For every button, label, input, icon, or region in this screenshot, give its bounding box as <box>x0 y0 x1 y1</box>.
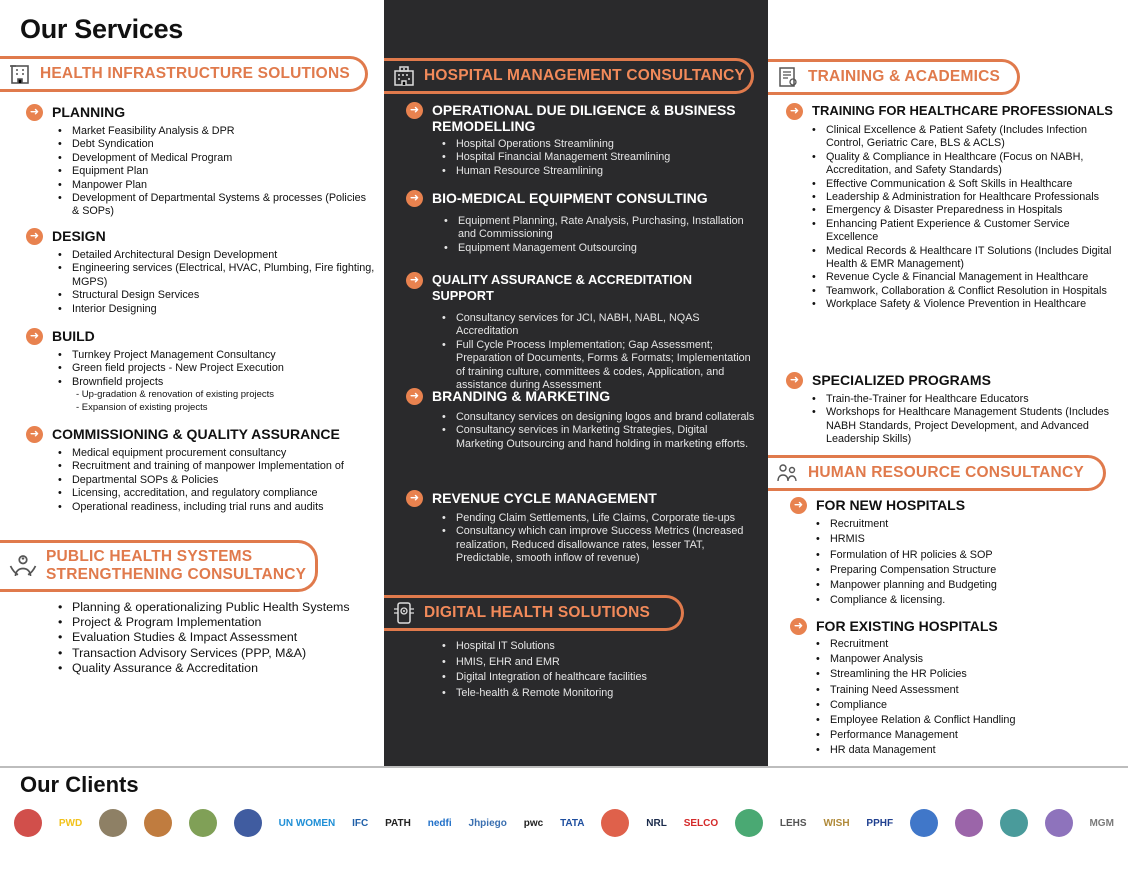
list-item: • Compliance <box>814 698 1120 713</box>
section-existing-hospitals <box>790 618 1120 759</box>
banner-health-infrastructure <box>0 56 368 92</box>
building-icon <box>8 62 32 86</box>
section-digital <box>440 639 760 701</box>
arrow-right-icon: ➜ <box>26 328 43 345</box>
clients-title: Our Clients <box>20 772 139 797</box>
section-title: BRANDING & MARKETING <box>432 388 611 404</box>
client-logo: LEHS <box>779 817 807 829</box>
list-item: • Operational readiness, including trial runs and audits <box>56 501 380 514</box>
middle-column <box>384 0 768 766</box>
arrow-right-icon: ➜ <box>790 497 807 514</box>
list-item: • Formulation of HR policies & SOP <box>814 548 1120 563</box>
list-item: • Clinical Excellence & Patient Safety (Includes Infection Control, Geriatric Care, BLS & ACLS) <box>810 124 1122 151</box>
banner-title: HEALTH INFRASTRUCTURE SOLUTIONS <box>40 65 350 82</box>
list-item: • Licensing, accreditation, and regulatory compliance <box>56 487 380 500</box>
section-build <box>26 328 376 414</box>
section-biomedical <box>406 190 756 255</box>
list-item: • Pending Claim Settlements, Life Claims, Corporate tie-ups <box>440 512 756 525</box>
right-column <box>768 0 1128 766</box>
list-item: • Quality & Compliance in Healthcare (Focus on NABH, Accreditation, and Safety Standards) <box>810 151 1122 178</box>
section-title: FOR NEW HOSPITALS <box>816 497 966 513</box>
divider <box>0 766 1128 768</box>
client-logo: TATA <box>560 817 585 829</box>
sub-list-item: - Expansion of existing projects <box>76 401 208 413</box>
section-title: REVENUE CYCLE MANAGEMENT <box>432 490 657 506</box>
list-item: • Workshops for Healthcare Management Students (Includes NABH Standards, Project Development, and Advanced Leadership Skills) <box>810 406 1122 446</box>
client-logo: WISH <box>823 817 850 829</box>
arrow-right-icon: ➜ <box>406 388 423 405</box>
section-due-diligence <box>406 102 756 178</box>
banner-title-line2: STRENGTHENING CONSULTANCY <box>46 566 307 583</box>
public-health-icon <box>8 551 38 581</box>
list-item: • Transaction Advisory Services (PPP, M&A) <box>56 646 376 661</box>
list-item: • Recruitment and training of manpower Implementation of <box>56 460 380 473</box>
section-title: BIO-MEDICAL EQUIPMENT CONSULTING <box>432 190 708 206</box>
banner-title-line1: PUBLIC HEALTH SYSTEMS <box>46 548 253 565</box>
arrow-right-icon: ➜ <box>786 103 803 120</box>
client-logo: IFC <box>352 817 369 829</box>
section-title: FOR EXISTING HOSPITALS <box>816 618 998 634</box>
certificate-icon <box>776 65 800 89</box>
section-title: QUALITY ASSURANCE & ACCREDITATION SUPPORT <box>432 272 692 303</box>
arrow-right-icon: ➜ <box>26 228 43 245</box>
section-commissioning <box>26 426 380 514</box>
list-item: • Workplace Safety & Violence Prevention in Healthcare <box>810 298 1122 311</box>
client-logo: pwc <box>523 817 544 829</box>
arrow-right-icon: ➜ <box>406 272 423 289</box>
list-item: • Engineering services (Electrical, HVAC, Plumbing, Fire fighting, MGPS) <box>56 262 376 289</box>
client-logo <box>144 809 172 837</box>
banner-title: TRAINING & ACADEMICS <box>808 68 1001 85</box>
client-logo: PWD <box>58 817 83 829</box>
client-logo <box>601 809 629 837</box>
section-new-hospitals <box>790 497 1120 609</box>
list-item: • Train-the-Trainer for Healthcare Educators <box>810 393 1122 406</box>
list-item: • Compliance & licensing. <box>814 593 1120 608</box>
client-logo <box>189 809 217 837</box>
hospital-icon <box>392 64 416 88</box>
section-title: BUILD <box>52 328 95 344</box>
section-specialized <box>786 372 1122 447</box>
list-item: • Evaluation Studies & Impact Assessment <box>56 630 376 645</box>
list-item: • Hospital IT Solutions <box>440 639 760 655</box>
list-item: • Human Resource Streamlining <box>440 165 756 178</box>
client-logo <box>910 809 938 837</box>
list-item: • Consultancy services for JCI, NABH, NABL, NQAS Accreditation <box>440 312 756 339</box>
section-branding <box>406 388 756 451</box>
list-item: • Consultancy which can improve Success Metrics (Increased realization, Reduced disallowance rates, lesser TAT, Predictable, smooth inflow of revenue) <box>440 525 756 565</box>
banner-training <box>768 59 1020 95</box>
sub-list-item: - Up-gradation & renovation of existing projects <box>76 389 275 401</box>
list-item: • Turnkey Project Management Consultancy <box>56 349 376 362</box>
arrow-right-icon: ➜ <box>26 426 43 443</box>
list-item: • Enhancing Patient Experience & Customer Service Excellence <box>810 218 1122 245</box>
banner-title: DIGITAL HEALTH SOLUTIONS <box>424 604 651 621</box>
client-logo: PPHF <box>866 817 894 829</box>
list-item: • Development of Medical Program <box>56 152 376 165</box>
section-planning <box>26 104 376 219</box>
list-item: • Streamlining the HR Policies <box>814 667 1120 682</box>
list-item: • Structural Design Services <box>56 289 376 302</box>
list-item: • Leadership & Administration for Healthcare Professionals <box>810 191 1122 204</box>
client-logo: SELCO <box>683 817 719 829</box>
client-logo: MGM <box>1089 817 1114 829</box>
arrow-right-icon: ➜ <box>786 372 803 389</box>
arrow-right-icon: ➜ <box>790 618 807 635</box>
arrow-right-icon: ➜ <box>26 104 43 121</box>
list-item: • Equipment Plan <box>56 165 376 178</box>
banner-digital-health <box>384 595 684 631</box>
client-logo: nedfi <box>427 817 452 829</box>
list-item: • Interior Designing <box>56 303 376 316</box>
section-title: TRAINING FOR HEALTHCARE PROFESSIONALS <box>812 103 1113 118</box>
list-item: • Performance Management <box>814 728 1120 743</box>
client-logo <box>234 809 262 837</box>
banner-hospital-management <box>384 58 754 94</box>
arrow-right-icon: ➜ <box>406 190 423 207</box>
client-logo: PATH <box>385 817 411 829</box>
list-item: • Employee Relation & Conflict Handling <box>814 713 1120 728</box>
banner-public-health <box>0 540 318 592</box>
page-title: Our Services <box>20 14 184 44</box>
list-item: • Quality Assurance & Accreditation <box>56 661 376 676</box>
section-title: COMMISSIONING & QUALITY ASSURANCE <box>52 426 340 442</box>
list-item: • Tele-health & Remote Monitoring <box>440 686 760 702</box>
client-logo: NRL <box>646 817 667 829</box>
list-item: • Emergency & Disaster Preparedness in Hospitals <box>810 204 1122 217</box>
list-item: • Medical Records & Healthcare IT Solutions (Includes Digital Health & EMR Management) <box>810 245 1122 272</box>
list-item: • Hospital Operations Streamlining <box>440 138 756 151</box>
section-design <box>26 228 376 316</box>
section-training <box>786 103 1122 312</box>
list-item: • Manpower planning and Budgeting <box>814 578 1120 593</box>
list-item: • Effective Communication & Soft Skills in Healthcare <box>810 178 1122 191</box>
list-item: • Green field projects - New Project Execution <box>56 362 376 375</box>
list-item: • Manpower Plan <box>56 179 376 192</box>
section-quality <box>406 272 756 392</box>
client-logo <box>1000 809 1028 837</box>
banner-human-resource <box>768 455 1106 491</box>
list-item: • Preparing Compensation Structure <box>814 563 1120 578</box>
list-item: • Departmental SOPs & Policies <box>56 474 380 487</box>
section-title: SPECIALIZED PROGRAMS <box>812 372 991 388</box>
list-item: • Debt Syndication <box>56 138 376 151</box>
list-item: • Medical equipment procurement consultancy <box>56 447 380 460</box>
list-item: • Recruitment <box>814 517 1120 532</box>
list-item: • Planning & operationalizing Public Health Systems <box>56 600 376 615</box>
banner-title: HUMAN RESOURCE CONSULTANCY <box>808 464 1084 481</box>
client-logo <box>99 809 127 837</box>
list-item: • Brownfield projects <box>56 376 376 389</box>
client-logo: Jhpiego <box>468 817 507 829</box>
section-revenue <box>406 490 756 566</box>
list-item: • HR data Management <box>814 743 1120 758</box>
list-item: • Project & Program Implementation <box>56 615 376 630</box>
list-item: • Revenue Cycle & Financial Management in Healthcare <box>810 271 1122 284</box>
list-item: • Digital Integration of healthcare facilities <box>440 670 760 686</box>
list-item: • Full Cycle Process Implementation; Gap Assessment; Preparation of Documents, Forms & Formats; Implementation of training culture, committees & codes, Application, and assistance during Assessment <box>440 339 756 393</box>
list-item: • Market Feasibility Analysis & DPR <box>56 125 376 138</box>
section-title: OPERATIONAL DUE DILIGENCE & BUSINESS REMODELLING <box>432 102 736 134</box>
section-title: DESIGN <box>52 228 106 244</box>
list-item: • Detailed Architectural Design Development <box>56 249 376 262</box>
digital-health-icon <box>392 601 416 625</box>
client-logo <box>955 809 983 837</box>
people-icon <box>776 461 800 485</box>
arrow-right-icon: ➜ <box>406 490 423 507</box>
client-logos <box>14 806 1114 840</box>
section-title: PLANNING <box>52 104 126 120</box>
list-item: • Consultancy services on designing logos and brand collaterals <box>440 411 756 424</box>
list-item: • Equipment Management Outsourcing <box>442 242 756 255</box>
list-item: • Training Need Assessment <box>814 683 1120 698</box>
section-public-health <box>56 600 376 676</box>
list-item: • Development of Departmental Systems & processes (Policies & SOPs) <box>56 192 376 219</box>
list-item: • Consultancy services in Marketing Strategies, Digital Marketing Outsourcing and hand holding in marketing efforts. <box>440 424 756 451</box>
client-logo: UN WOMEN <box>278 817 336 829</box>
list-item: • Hospital Financial Management Streamlining <box>440 151 756 164</box>
list-item: • Equipment Planning, Rate Analysis, Purchasing, Installation and Commissioning <box>442 215 756 242</box>
list-item: • HMIS, EHR and EMR <box>440 655 760 671</box>
banner-title: HOSPITAL MANAGEMENT CONSULTANCY <box>424 67 746 84</box>
client-logo <box>735 809 763 837</box>
list-item: • Teamwork, Collaboration & Conflict Resolution in Hospitals <box>810 285 1122 298</box>
client-logo <box>1045 809 1073 837</box>
client-logo <box>14 809 42 837</box>
list-item: • HRMIS <box>814 532 1120 547</box>
arrow-right-icon: ➜ <box>406 102 423 119</box>
list-item: • Manpower Analysis <box>814 652 1120 667</box>
list-item: • Recruitment <box>814 637 1120 652</box>
left-column <box>0 0 384 766</box>
